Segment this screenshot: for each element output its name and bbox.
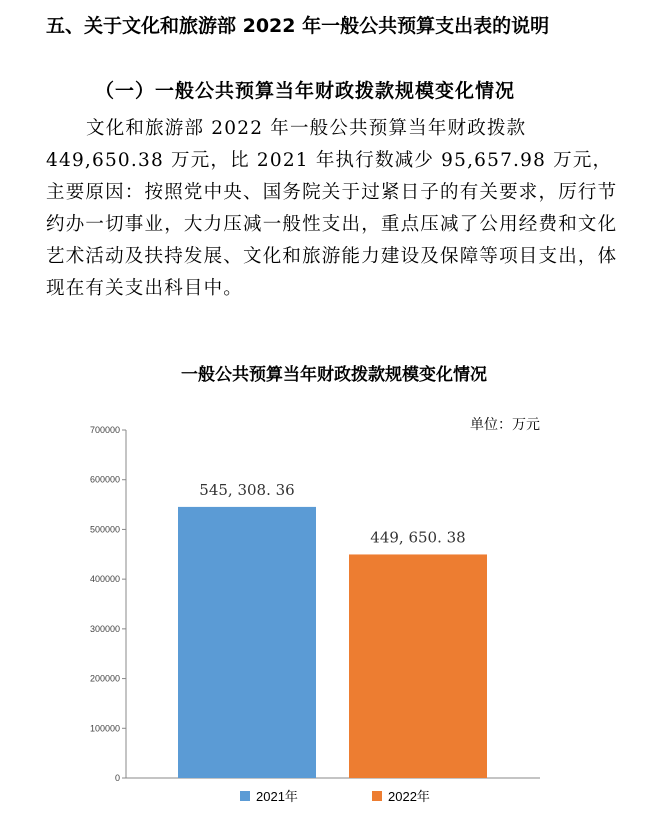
y-tick-label: 300000 [89, 623, 120, 634]
legend-item [240, 786, 298, 805]
unit-label: 单位：万元 [470, 417, 540, 433]
y-tick-label: 600000 [89, 474, 120, 485]
subsection-heading: （一）一般公共预算当年财政拨款规模变化情况 [95, 80, 516, 102]
y-tick-label: 500000 [89, 524, 120, 535]
body-paragraph: 文化和旅游部 2022 年一般公共预算当年财政拨款 449,650.38 万元，比 2021 年执行数减少 95,657.98 万元，主要原因：按照党中央、国务院关于过紧日子的有关要求，厉行节约办一切事业，大力压减一般性支出，重点压减了公用经费和文化艺术活动及扶持发展、文化和旅游能力建设及保障等项目支出，体现在有关支出科目中。 [46, 118, 618, 299]
bar-2021年 [178, 507, 316, 778]
section-heading: 五、关于文化和旅游部 2022 年一般公共预算支出表的说明 [46, 15, 550, 37]
y-tick-label: 700000 [89, 425, 120, 435]
bar-chart [0, 395, 668, 785]
y-tick-label: 100000 [89, 723, 120, 734]
bar-data-label: 449, 650. 38 [370, 528, 466, 547]
y-tick-label: 200000 [89, 673, 120, 684]
chart-title: 一般公共预算当年财政拨款规模变化情况 [181, 365, 487, 385]
legend-label: 2022年 [388, 789, 430, 804]
legend-swatch [372, 791, 382, 801]
y-tick-label: 400000 [89, 574, 120, 585]
y-tick-label: 0 [114, 773, 120, 783]
bar-2022年 [349, 554, 487, 778]
bar-data-label: 545, 308. 36 [199, 480, 295, 499]
legend-label: 2021年 [256, 789, 298, 804]
legend-item [372, 786, 430, 805]
legend-swatch [240, 791, 250, 801]
chart-legend [0, 786, 668, 806]
